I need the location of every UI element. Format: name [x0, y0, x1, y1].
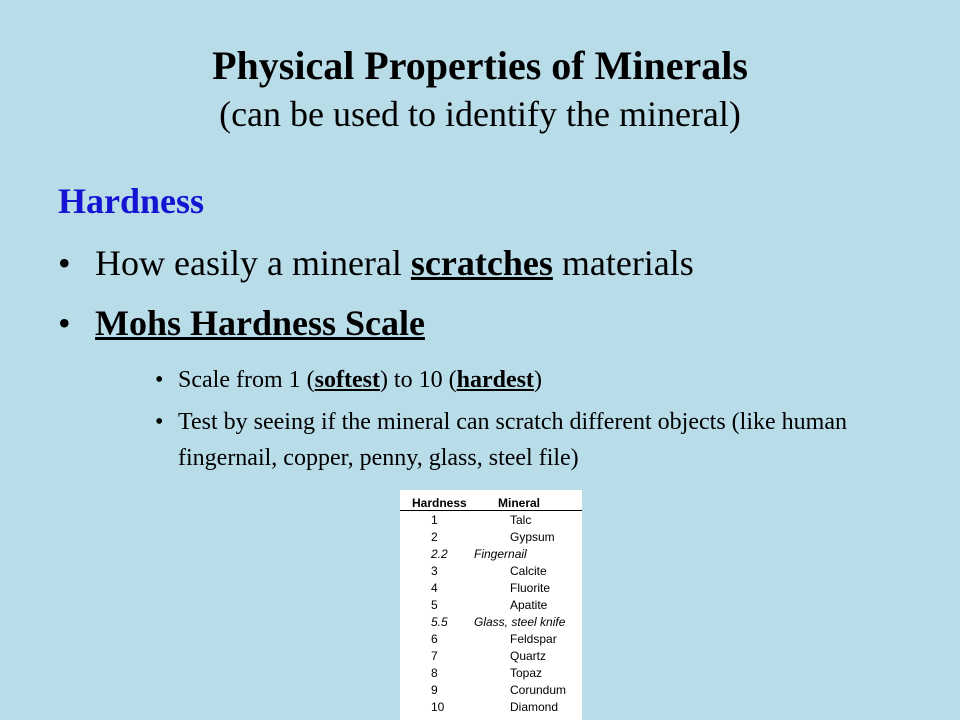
slide-title-line2: (can be used to identify the mineral): [219, 94, 741, 134]
cell-mineral: Calcite: [510, 564, 547, 578]
bullet-text-pre: How easily a mineral: [95, 243, 411, 283]
table-row: [400, 597, 582, 614]
bullet-emphasis-scratches: scratches: [410, 243, 553, 283]
cell-mineral: Apatite: [510, 598, 548, 612]
cell-hardness: 1: [431, 513, 438, 527]
table-row-reference: [400, 546, 582, 563]
subbullet-text-part: ) to 10 (: [379, 367, 457, 393]
cell-hardness: 3: [431, 564, 438, 578]
cell-hardness: 4: [431, 581, 438, 595]
bullet-dot: •: [58, 303, 71, 343]
cell-mineral: Fluorite: [510, 581, 551, 595]
table-row: [400, 682, 582, 699]
mohs-hardness-table: [400, 490, 582, 720]
table-row: [400, 580, 582, 597]
table-row: [400, 529, 582, 546]
cell-mineral: Gypsum: [510, 530, 555, 544]
bullet-dot: •: [58, 243, 71, 283]
bullet-text-post: materials: [552, 243, 694, 283]
subbullet-text: Test by seeing if the mineral can scratch different objects (like human fingernail, copper, penny, glass, steel file): [178, 409, 847, 471]
subbullet-text-part: ): [533, 367, 542, 393]
subbullet-text-part: Scale from 1 (: [178, 367, 315, 393]
table-row: [400, 665, 582, 682]
section-heading-hardness: Hardness: [58, 181, 205, 221]
table-row: [400, 648, 582, 665]
table-header: [400, 490, 582, 511]
cell-mineral: Glass, steel knife: [474, 615, 566, 629]
cell-mineral: Topaz: [510, 666, 543, 680]
cell-hardness: 2.2: [431, 547, 448, 561]
table-row: [400, 512, 582, 529]
subbullet-text: [178, 362, 858, 398]
cell-hardness: 5: [431, 598, 438, 612]
table-row: [400, 563, 582, 580]
cell-hardness: 8: [431, 666, 438, 680]
table-row: [400, 631, 582, 648]
column-header-mineral: Mineral: [498, 496, 541, 510]
cell-mineral: Fingernail: [474, 547, 527, 561]
table-row-reference: [400, 614, 582, 631]
cell-mineral: Quartz: [510, 649, 547, 663]
column-header-hardness: Hardness: [412, 496, 467, 510]
slide-title-line1: Physical Properties of Minerals: [212, 43, 748, 88]
cell-hardness: 5.5: [431, 615, 448, 629]
cell-hardness: 10: [431, 700, 445, 714]
subbullet-dot: •: [155, 409, 164, 435]
cell-mineral: Diamond: [510, 700, 559, 714]
cell-mineral: Talc: [510, 513, 532, 527]
subbullet-emphasis-softest: softest: [314, 367, 380, 393]
table-row: [400, 699, 582, 716]
subbullet-dot: •: [155, 367, 164, 393]
cell-hardness: 6: [431, 632, 438, 646]
bullet-text-mohs: Mohs Hardness Scale: [95, 303, 426, 343]
slide-title: [0, 42, 960, 138]
cell-hardness: 2: [431, 530, 438, 544]
bullet-text: [95, 242, 694, 284]
cell-hardness: 7: [431, 649, 438, 663]
cell-hardness: 9: [431, 683, 438, 697]
cell-mineral: Feldspar: [510, 632, 557, 646]
cell-mineral: Corundum: [510, 683, 567, 697]
subbullet-emphasis-hardest: hardest: [456, 367, 534, 393]
